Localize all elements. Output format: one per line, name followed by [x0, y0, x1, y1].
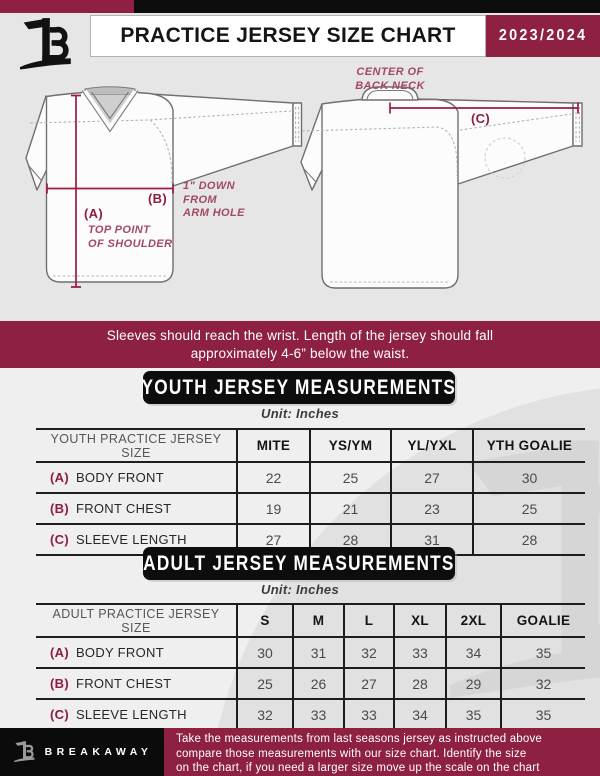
table-header-row [36, 429, 585, 462]
brand-name: BREAKAWAY [44, 746, 153, 758]
size-value: 34 [446, 637, 501, 668]
footer-note-line3: on the chart, if you need a larger size move up the scale on the chart [176, 762, 540, 775]
row-label: (C) SLEEVE LENGTH [36, 699, 237, 730]
row-label: (A) BODY FRONT [36, 637, 237, 668]
size-value: 25 [237, 668, 293, 699]
row-label: (A) BODY FRONT [36, 462, 237, 493]
adult-unit-label: Unit: Inches [261, 582, 339, 597]
fit-notice-banner [0, 321, 600, 368]
size-value: 32 [344, 637, 394, 668]
column-header: XL [394, 604, 446, 637]
row-label: (B) FRONT CHEST [36, 668, 237, 699]
column-header: YS/YM [310, 429, 391, 462]
column-header: L [344, 604, 394, 637]
row-label: (C) SLEEVE LENGTH [36, 524, 237, 555]
youth-size-table [36, 428, 585, 556]
size-value: 33 [394, 637, 446, 668]
page-title-box [90, 15, 486, 57]
size-value: 32 [501, 668, 585, 699]
season-badge [486, 15, 600, 57]
size-value: 23 [391, 493, 473, 524]
table-row [36, 699, 585, 730]
measure-label-c: (C) [471, 111, 490, 126]
fit-notice-line2: approximately 4-6” below the waist. [190, 345, 410, 361]
footer-brand-box [0, 728, 164, 776]
size-value: 22 [237, 462, 310, 493]
size-value: 30 [237, 637, 293, 668]
column-header: 2XL [446, 604, 501, 637]
size-value: 25 [473, 493, 585, 524]
size-value: 25 [310, 462, 391, 493]
measure-label-a: (A) [84, 206, 103, 221]
table-row [36, 462, 585, 493]
table-row [36, 668, 585, 699]
footer-instructions [164, 728, 600, 776]
size-value: 34 [394, 699, 446, 730]
measure-label-b: (B) [148, 191, 167, 206]
size-value: 33 [293, 699, 344, 730]
size-value: 28 [310, 524, 391, 555]
size-value: 35 [446, 699, 501, 730]
column-header: S [237, 604, 293, 637]
youth-section-banner [143, 371, 455, 404]
size-value: 35 [501, 699, 585, 730]
table-row [36, 637, 585, 668]
size-value: 28 [473, 524, 585, 555]
size-value: 27 [344, 668, 394, 699]
measure-note-c: CENTER OF BACK NECK [355, 66, 425, 92]
size-value: 27 [237, 524, 310, 555]
table-header-row [36, 604, 585, 637]
column-header: YOUTH PRACTICE JERSEY SIZE [50, 431, 222, 460]
row-label: (B) FRONT CHEST [36, 493, 237, 524]
breakaway-footer-logo-icon [12, 740, 37, 765]
size-value: 33 [344, 699, 394, 730]
youth-unit-label: Unit: Inches [261, 406, 339, 421]
measure-note-a: TOP POINT OF SHOULDER [88, 224, 173, 250]
size-value: 21 [310, 493, 391, 524]
table-row [36, 493, 585, 524]
column-header: MITE [237, 429, 310, 462]
size-value: 28 [394, 668, 446, 699]
adult-size-table [36, 603, 585, 731]
size-value: 31 [391, 524, 473, 555]
adult-banner-label: ADULT JERSEY MEASUREMENTS [143, 551, 455, 575]
season-label: 2023/2024 [498, 27, 588, 44]
top-strip-maroon [0, 0, 134, 13]
size-value: 26 [293, 668, 344, 699]
size-value: 19 [237, 493, 310, 524]
jersey-diagram [0, 62, 600, 320]
top-strip-black [134, 0, 600, 13]
column-header: ADULT PRACTICE JERSEY SIZE [52, 606, 220, 635]
youth-banner-label: YOUTH JERSEY MEASUREMENTS [141, 375, 457, 399]
measure-note-b: 1" DOWN FROM ARM HOLE [183, 180, 245, 219]
adult-section-banner [143, 547, 455, 580]
page-title: PRACTICE JERSEY SIZE CHART [120, 24, 456, 47]
footer-note-line2: compare those measurements with our size chart. Identify the size [176, 747, 527, 760]
size-value: 27 [391, 462, 473, 493]
size-value: 30 [473, 462, 585, 493]
size-value: 31 [293, 637, 344, 668]
size-value: 29 [446, 668, 501, 699]
column-header: M [293, 604, 344, 637]
fit-notice-line1: Sleeves should reach the wrist. Length of the jersey should fall [106, 327, 494, 343]
size-value: 35 [501, 637, 585, 668]
column-header: YTH GOALIE [473, 429, 585, 462]
column-header: GOALIE [501, 604, 585, 637]
footer-note-line1: Take the measurements from last seasons jersey as instructed above [176, 733, 543, 745]
size-value: 32 [237, 699, 293, 730]
column-header: YL/YXL [391, 429, 473, 462]
